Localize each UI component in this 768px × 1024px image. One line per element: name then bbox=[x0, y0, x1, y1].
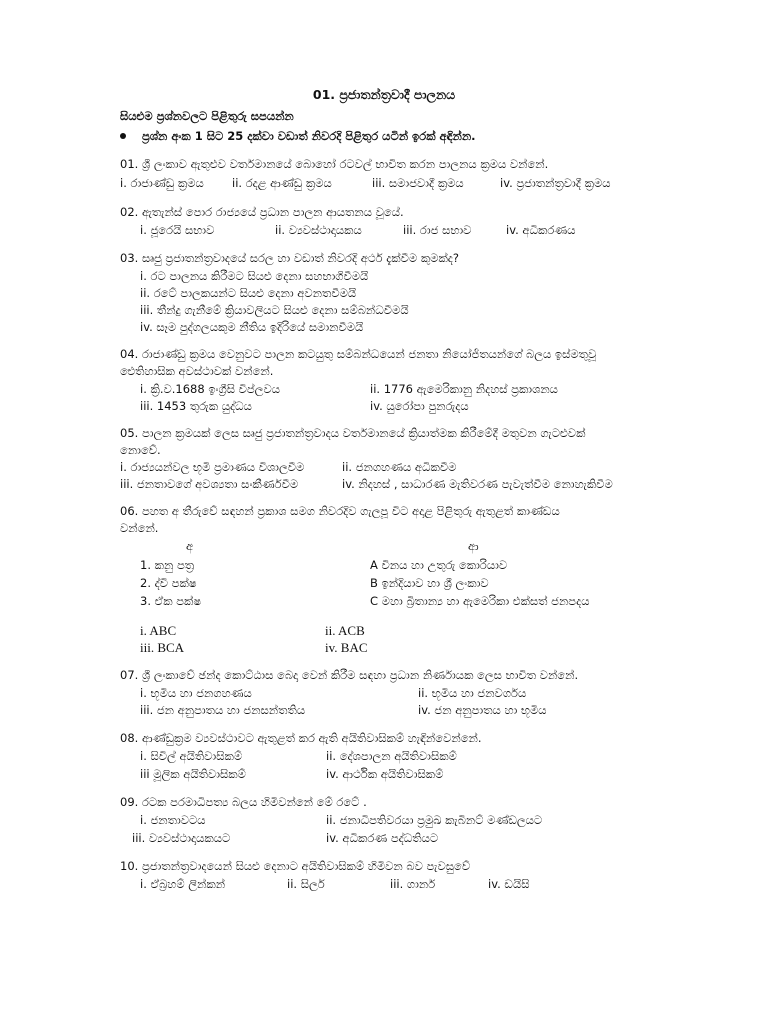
option-iv[interactable]: iv. යුරෝපා පුනරුදය bbox=[370, 399, 469, 413]
option-i[interactable]: i. රට පාලනය කිරීමට සියළු දෙනා සහභාගිවීමයි bbox=[140, 269, 369, 283]
option-i[interactable]: i. ජනතාවටය bbox=[140, 813, 206, 827]
option-iv[interactable]: iv. BAC bbox=[325, 640, 368, 655]
option-i[interactable]: i. ජූරෙයි සභාව bbox=[140, 223, 215, 237]
question-stem: 02. ඇතැන්ස් පොර රාජ්‍යයේ ප්‍රධාන පාලන ආයතනය වූයේ. bbox=[120, 205, 404, 219]
option-i[interactable]: i. සිවිල් අයිතිවාසිකම් bbox=[140, 749, 243, 763]
question-stem-line-2: ඓතිහාසික අවස්ථාවක් වන්නේ. bbox=[120, 364, 274, 378]
question-stem-line-1: 05. පාලන ක්‍රමයක් ලෙස සෘජු ප්‍රජාතන්ත්‍රවාදය වර්තමානයේ ක්‍රියාත්මක කිරීමේදී මතුවන ගැටළුවක් bbox=[120, 426, 586, 440]
option-iii[interactable]: iii. ජනතාවගේ අවශ්‍යතා සංකීර්ණවීම bbox=[120, 477, 299, 491]
question-stem: 07. ශ්‍රී ලංකාවේ ඡන්ද කොට්ඨාස බෙදා වෙන් කිරීම සඳහා ප්‍රධාන නිර්ණායක ලෙස භාවිත වන්නේ. bbox=[120, 668, 579, 682]
option-ii[interactable]: ii. ACB bbox=[325, 623, 365, 638]
option-ii[interactable]: ii. දේශපාලන අයිතිවාසිකම් bbox=[326, 749, 457, 763]
option-i[interactable]: i. භූමිය හා ජනගහණය bbox=[140, 686, 252, 700]
option-iv[interactable]: iv. ජන අනුපාතය හා භූමිය bbox=[418, 703, 547, 717]
page-title: 01. ප්‍රජාතන්ත්‍රවාදී පාලනය bbox=[312, 87, 456, 102]
question-stem-line-2: නොවේ. bbox=[120, 443, 161, 457]
option-ii[interactable]: ii. ව්‍යවස්ථාදායකය bbox=[275, 223, 362, 237]
question-stem: 01. ශ්‍රී ලංකාව ඇතුළුව වර්තමානයේ බොහෝ රටවල් භාවිත කරන පාලනය ක්‍රමය වන්නේ. bbox=[120, 157, 549, 171]
instructions-bullet-text: ප්‍රශ්න අංක 1 සිට 25 දක්වා වඩාත් නිවරදි පිළිතුර යටින් ඉරක් අඳින්න. bbox=[142, 129, 476, 143]
column-a-item: 2. ද්වි පක්ෂ bbox=[140, 576, 197, 590]
option-i[interactable]: i. රාජ්‍යයන්වල භූමි ප්‍රමාණය විශාලවීම bbox=[120, 460, 305, 474]
column-a-header: අ bbox=[186, 539, 194, 553]
option-ii[interactable]: ii. භූමිය හා ජනවර්ගය bbox=[418, 686, 527, 700]
option-iii[interactable]: iii මූලික අයිතිවාසිකම් bbox=[140, 767, 246, 781]
option-ii[interactable]: ii. රටේ පාලකයන්ට සියළු දෙනා අවනතවීමයි bbox=[140, 286, 357, 300]
option-iii[interactable]: iii. ජන අනුපාතය හා ජනසන්තතිය bbox=[140, 703, 306, 717]
option-iv[interactable]: iv. අධිකරණය bbox=[506, 223, 576, 237]
option-i[interactable]: i. ඒබ්‍රහම් ලින්කන් bbox=[140, 877, 226, 891]
option-ii[interactable]: ii. ජනගහණය අධිකවීම bbox=[342, 460, 457, 474]
option-iii[interactable]: iii. 1453 තුරුක යුද්ධය bbox=[140, 399, 252, 413]
option-iv[interactable]: iv. ඩයිසි bbox=[488, 877, 530, 891]
option-iv[interactable]: iv. අධිකරණ පද්ධතියට bbox=[326, 831, 439, 845]
option-iii[interactable]: iii. ව්‍යවස්ථාදායකයට bbox=[132, 831, 231, 845]
question-stem: 10. ප්‍රජාතන්ත්‍රවාදයෙන් සියළු දෙනාට අයිතිවාසිකම් හිමිවන බව පැවසුවේ bbox=[120, 859, 471, 873]
option-ii[interactable]: ii. ජනාධිපතිවරයා ප්‍රමුඛ කැබිනට් මණ්ඩලයට bbox=[326, 813, 543, 827]
option-iv[interactable]: iv. සෑම පුද්ගලයකුම නීතිය ඉදිරියේ සමානවීමයි bbox=[140, 320, 364, 334]
column-b-item: B ඉන්දියාව හා ශ්‍රී ලංකාව bbox=[370, 576, 489, 590]
option-iii[interactable]: iii. සමාජවාදී ක්‍රමය bbox=[372, 176, 464, 190]
option-ii[interactable]: ii. සිලර් bbox=[287, 877, 325, 891]
option-i[interactable]: i. ක්‍රි.ව.1688 ඉංග්‍රීසි විප්ලවය bbox=[140, 382, 280, 396]
column-b-item: C මහා බ්‍රිතාන්‍ය හා ඇමෙරිකා එක්සත් ජනපදය bbox=[370, 594, 590, 608]
option-iv[interactable]: iv. ප්‍රජාතන්ත්‍රවාදී ක්‍රමය bbox=[500, 176, 611, 190]
question-stem-line-1: 04. රාජාණ්ඩු ක්‍රමය වෙනුවට පාලන කටයුතු සම්බන්ධයෙන් ජනතා නියෝජිතයන්ගේ බලය ඉස්මතුවූ bbox=[120, 347, 597, 361]
option-iv[interactable]: iv. නිදහස් , සාධාරණ මැතිවරණ පැවැත්වීම නොහැකිවීම bbox=[342, 477, 613, 491]
instructions-heading: සියළුම ප්‍රශ්නවලට පිළිතුරු සපයන්න bbox=[120, 109, 294, 123]
option-iii[interactable]: iii. රාජ සභාව bbox=[403, 223, 472, 237]
option-iv[interactable]: iv. ආර්ථික අයිතිවාසිකම් bbox=[326, 767, 444, 781]
column-b-item: A විනය හා උතුරු කොරියාව bbox=[370, 558, 508, 572]
bullet-icon bbox=[120, 133, 126, 139]
instructions-bullet bbox=[120, 128, 476, 145]
option-iii[interactable]: iii. ගානර් bbox=[390, 877, 436, 891]
option-i[interactable]: i. රාජාණ්ඩු ක්‍රමය bbox=[120, 176, 204, 190]
option-ii[interactable]: ii. 1776 ඇමෙරිකානු නිදහස් ප්‍රකාශනය bbox=[370, 382, 558, 396]
column-a-item: 1. කනු පත්‍ර bbox=[140, 558, 195, 572]
question-stem: 08. ආණ්ඩුක්‍රම ව්‍යවස්ථාවට ඇතුළත් කර ඇති අයිතිවාසිකම් හැඳින්වෙන්නේ. bbox=[120, 731, 482, 745]
question-stem: 03. සෘජු ප්‍රජාතන්ත්‍රවාදයේ සරල හා වඩාත් නිවරදි අර්ථ දැක්වීම කුමක්ද? bbox=[120, 251, 459, 265]
option-iii[interactable]: iii. තීන්දු ගැනීමේ ක්‍රියාවලියට සියළු දෙනා සම්බන්ධවීමයි bbox=[140, 303, 409, 317]
option-i[interactable]: i. ABC bbox=[140, 623, 177, 638]
question-stem-line-1: 06. පහත අ තීරුවේ සඳහන් ප්‍රකාශ සමග නිවරදිව ගැලපූ විට අදාළ පිළිතුරු ඇතුළත් කාණ්ඩය bbox=[120, 504, 560, 518]
option-ii[interactable]: ii. රදළ ආණ්ඩු ක්‍රමය bbox=[232, 176, 332, 190]
question-stem-line-2: වන්නේ. bbox=[120, 521, 159, 535]
column-a-item: 3. ඒක පක්ෂ bbox=[140, 594, 202, 608]
option-iii[interactable]: iii. BCA bbox=[140, 640, 185, 655]
question-stem: 09. රටක පරමාධිපත්‍ය බලය හිමිවන්නේ මේ රටේ . bbox=[120, 795, 367, 809]
column-b-header: ආ bbox=[468, 539, 479, 553]
